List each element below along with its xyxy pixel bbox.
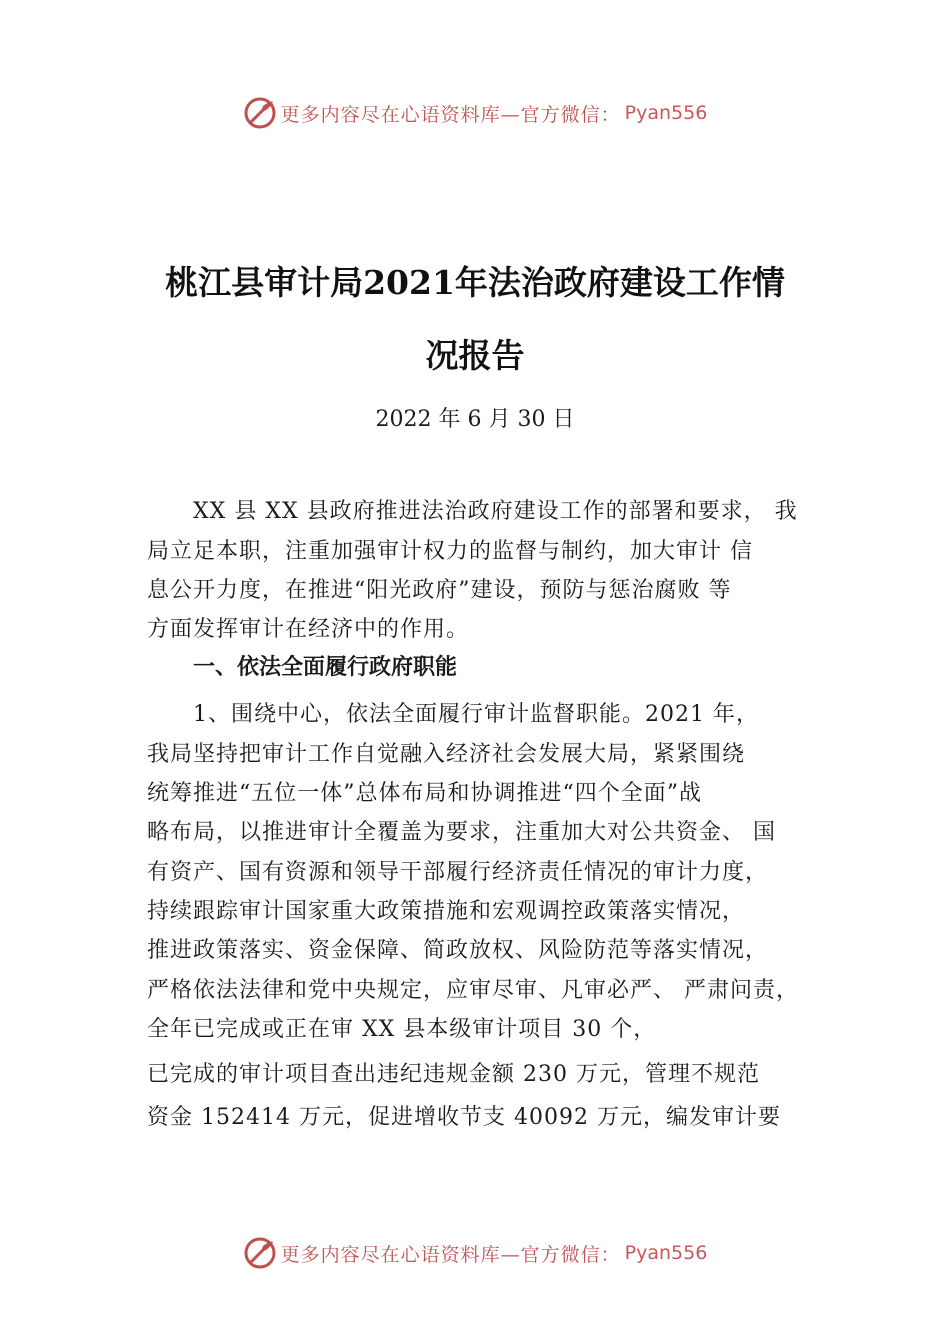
paragraph-line: 统筹推进“五位一体”总体布局和协调推进“四个全面”战 <box>147 781 702 806</box>
paragraph-line: 略布局，以推进审计全覆盖为要求，注重加大对公共资金、 国 <box>147 820 776 845</box>
quill-seal-logo-icon <box>243 96 277 130</box>
paragraph-line: 资金 152414 万元，促进增收节支 40092 万元，编发审计要 <box>147 1105 781 1130</box>
document-title-line1: 桃江县审计局2021年法治政府建设工作情 <box>165 263 785 302</box>
paragraph-line: 有资产、国有资源和领导干部履行经济责任情况的审计力度， <box>147 860 769 885</box>
paragraph-line: 我局坚持把审计工作自觉融入经济社会发展大局，紧紧围绕 <box>147 742 746 767</box>
paragraph-line: 1、围绕中心，依法全面履行审计监督职能。2021 年， <box>193 702 759 727</box>
paragraph-line: 全年已完成或正在审 XX 县本级审计项目 30 个， <box>147 1017 657 1042</box>
footer-watermark <box>0 1236 950 1270</box>
paragraph-line: 推进政策落实、资金保障、简政放权、风险防范等落实情况， <box>147 938 769 963</box>
paragraph-line: 严格依法法律和党中央规定，应审尽审、凡审必严、 严肃问责， <box>147 978 799 1003</box>
watermark-wechat-id: Pyan556 <box>624 102 708 124</box>
quill-seal-logo-icon <box>243 1236 277 1270</box>
watermark-wechat-id: Pyan556 <box>624 1242 708 1264</box>
paragraph-line: 已完成的审计项目查出违纪违规金额 230 万元，管理不规范 <box>147 1062 760 1087</box>
paragraph-line: XX 县 XX 县政府推进法治政府建设工作的部署和要求， 我 <box>193 499 798 524</box>
paragraph-line: 方面发挥审计在经济中的作用。 <box>147 617 470 642</box>
paragraph-line: 局立足本职，注重加强审计权力的监督与制约，加大审计 信 <box>147 539 753 564</box>
document-date: 2022 年 6 月 30 日 <box>375 407 575 432</box>
paragraph-line: 息公开力度，在推进“阳光政府”建设，预防与惩治腐败 等 <box>147 578 732 603</box>
watermark-text: 更多内容尽在心语资料库—官方微信： <box>280 103 621 126</box>
document-title-line2: 况报告 <box>425 336 525 375</box>
section-heading: 一、依法全面履行政府职能 <box>193 655 458 680</box>
paragraph-line: 持续跟踪审计国家重大政策措施和宏观调控政策落实情况， <box>147 899 746 924</box>
header-watermark <box>0 96 950 130</box>
watermark-text: 更多内容尽在心语资料库—官方微信： <box>280 1243 621 1266</box>
